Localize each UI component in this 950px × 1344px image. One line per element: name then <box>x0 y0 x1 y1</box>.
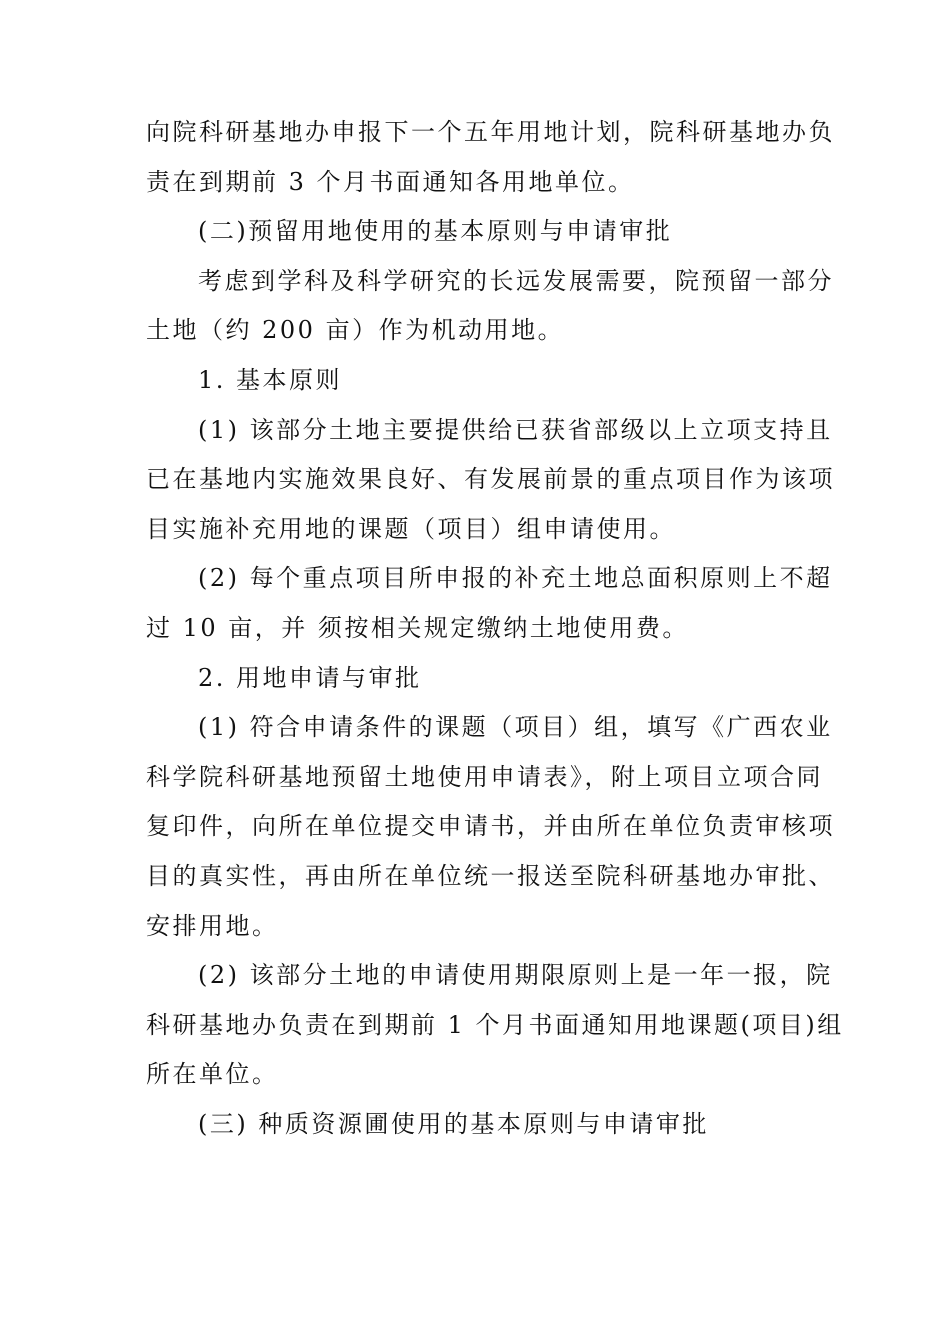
paragraph-line: 土地（约 200 亩）作为机动用地。 <box>146 316 565 345</box>
section-heading: (二)预留用地使用的基本原则与申请审批 <box>198 217 673 246</box>
paragraph-line: 向院科研基地办申报下一个五年用地计划，院科研基地办负 <box>146 118 835 146</box>
paragraph-line: 责在到期前 3 个月书面通知各用地单位。 <box>146 167 635 196</box>
paragraph-line: 科研基地办负责在到期前 1 个月书面通知用地课题(项目)组 <box>146 1010 844 1039</box>
paragraph-line: (2) 该部分土地的申请使用期限原则上是一年一报，院 <box>198 961 833 990</box>
paragraph-line: 安排用地。 <box>146 911 279 940</box>
paragraph-line: 考虑到学科及科学研究的长远发展需要，院预留一部分 <box>198 266 834 295</box>
paragraph-line: 目的真实性，再由所在单位统一报送至院科研基地办审批、 <box>146 861 835 890</box>
paragraph-line: (2) 每个重点项目所申报的补充土地总面积原则上不超 <box>198 564 833 593</box>
paragraph-line: 目实施补充用地的课题（项目）组申请使用。 <box>146 514 676 543</box>
paragraph-line: 所在单位。 <box>146 1060 279 1089</box>
paragraph-line: 过 10 亩，并 须按相关规定缴纳土地使用费。 <box>146 613 689 642</box>
section-heading: (三) 种质资源圃使用的基本原则与申请审批 <box>198 1109 709 1138</box>
paragraph-line: (1) 该部分土地主要提供给已获省部级以上立项支持且 <box>198 415 833 444</box>
paragraph-line: 复印件，向所在单位提交申请书，并由所在单位负责审核项 <box>146 812 835 841</box>
subsection-heading: 1. 基本原则 <box>198 365 343 394</box>
subsection-heading: 2. 用地申请与审批 <box>198 663 422 692</box>
paragraph-line: (1) 符合申请条件的课题（项目）组，填写《广西农业 <box>198 713 833 742</box>
paragraph-line: 科学院科研基地预留土地使用申请表》，附上项目立项合同 <box>146 762 823 791</box>
paragraph-line: 已在基地内实施效果良好、有发展前景的重点项目作为该项 <box>146 465 835 494</box>
document-body <box>146 108 844 1149</box>
